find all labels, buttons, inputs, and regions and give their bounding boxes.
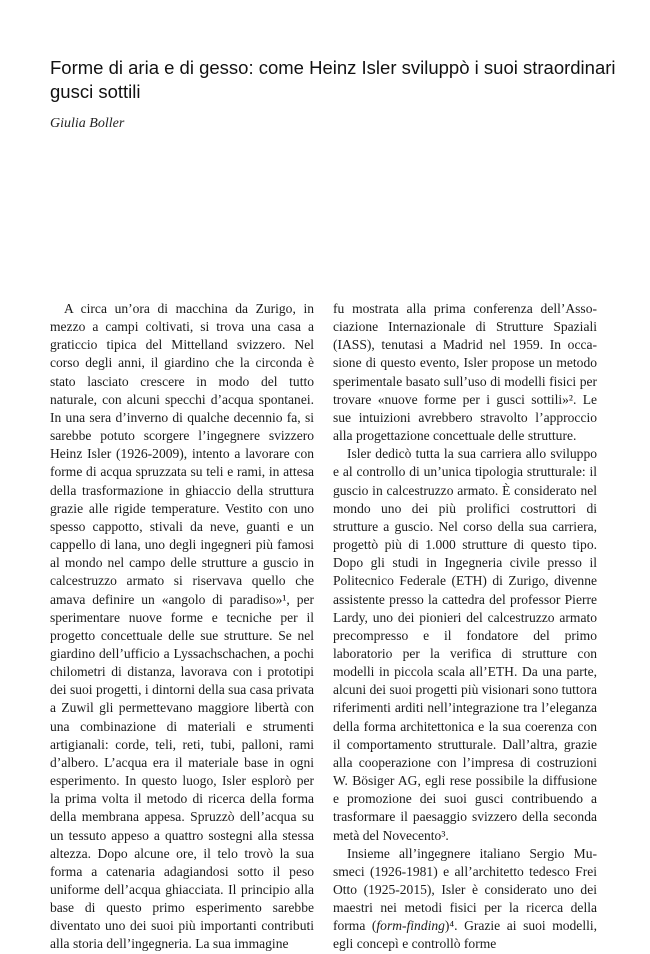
paragraph-text: )⁴. Grazie ai suoi modelli, egli concepì e controllò forme: [333, 918, 597, 952]
italic-term: form-finding: [376, 918, 445, 934]
paragraph: [333, 845, 597, 954]
article-author: Giulia Boller: [50, 116, 125, 131]
text-column-left: [50, 300, 314, 954]
paragraph: A circa un’ora di macchina da Zurigo, in mezzo a campi coltivati, si trova una casa a graticcio tipica del Mittelland svizzero. Nel corso degli anni, il giardino che la circonda è stato lasciato crescere in modo del tutto naturale, con alcuni specchi d’acqua spontanei. In una sera d’inverno di qualche decennio fa, si sarebbe potuto scorgere l’ingegnere svizzero Heinz Isler (1926-2009), intento a lavorare con forme di acqua spruzzata su teli e rami, in attesa della trasformazione in ghiaccio della struttura grazie alle rigide temperature. Vestito con uno spesso cappotto, stivali da neve, guanti e un cappello di lana, uno degli ingegneri più famosi al mondo nel campo delle strutture a guscio in calcestruzzo armato si riservava quello che amava definire un «angolo di paradiso»¹, per sperimentare nuove forme e tecniche per il progetto concettuale delle sue strutture. Se nel giardino dell’ufficio a Lyssachschachen, a pochi chilometri di distanza, lavorava con i prototipi dei suoi progetti, i dintorni della sua casa privata a Zuwil gli permettevano maggiore libertà con una combinazione di materiali e strumenti artigianali: corde, teli, reti, tubi, palloni, rami d’albero. L’acqua era il materiale base in ogni esperimento. In questo luogo, Isler esplorò per la prima volta il metodo di ricerca della forma della membrana appesa. Spruzzò dell’acqua su un tessuto appeso a quattro sostegni alla stessa altezza. Dopo alcune ore, il telo trovò la sua forma a catenaria adagiandosi sotto il peso uniforme dell’acqua ghiacciata. Il principio alla base di questo primo esperimento sarebbe diventato uno dei suoi più importanti contributi alla storia dell’ingegneria. La sua immagine: [50, 301, 314, 952]
paragraph-text: Insieme all’ingegnere italiano Sergio Musmeci (1926-1981) e all’architetto tedesco Frei Otto (1925-2015), Isler è considerato uno dei maestri nei metodi fisici per la ricerca della forma (: [333, 845, 597, 934]
article-title: Forme di aria e di gesso: come Heinz Isler sviluppò i suoi straordinari gusci sottili: [50, 57, 616, 102]
paragraph-continued: fu mostrata alla prima conferenza dell’Associazione Internazionale di Strutture Spaziali (IASS), tenutasi a Madrid nel 1959. In occasione di questo evento, Isler propose un metodo sperimentale basato sull’uso di modelli fisici per trovare «nuove forme per i gusci sottili»². Le sue intuizioni avrebbero stravolto l’approccio alla progettazione concettuale delle strutture.: [333, 301, 597, 444]
paragraph: Isler dedicò tutta la sua carriera allo sviluppo e al controllo di un’unica tipologia strutturale: il guscio in calcestruzzo armato. È considerato nel mondo uno dei più prolifici costruttori di strutture a guscio. Nel corso della sua carriera, progettò più di 1.000 strutture di questo tipo. Dopo gli studi in Ingegneria civile presso il Politecnico Federale (ETH) di Zurigo, divenne assistente presso la cattedra del professor Pierre Lardy, uno dei pionieri del calcestruzzo armato precompresso e il fondatore del primo laboratorio per la verifica di strutture con modelli in piccola scala all’ETH. Da una parte, alcuni dei suoi progetti più visionari sono tuttora riferimenti arditi nell’integrazione tra l’eleganza della forma architettonica e la sua coerenza con il comportamento strutturale. Dall’altra, grazie alla cooperazione con l’impresa di costruzioni W. Bösiger AG, egli rese possibile la diffusione e promozione dei suoi gusci contribuendo a trasformare il paesaggio svizzero della seconda metà del Novecento³.: [333, 446, 597, 843]
text-column-right: [333, 300, 597, 954]
